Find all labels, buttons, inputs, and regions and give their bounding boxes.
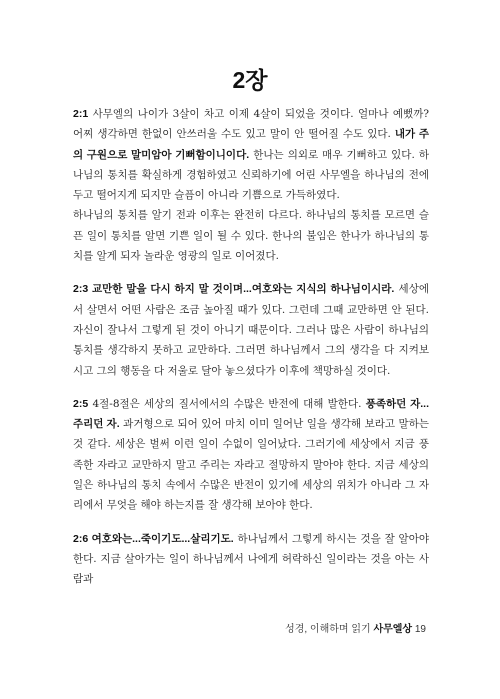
book-title: 성경, 이해하며 읽기 (285, 624, 371, 635)
verse-quote: 2:3 교만한 말을 다시 하지 말 것이며...여호와는 지식의 하나님이시라. (73, 283, 395, 296)
commentary-body (73, 104, 429, 603)
paragraph-text: 세상에서 살면서 어떤 사람은 조금 높아질 때가 있다. 그런데 그때 교만하면 안 된다. 자신이 잘나서 그렇게 된 것이 아니기 때문이다. 그러나 많은 사람이 하나님의 통치를 생각하지 못하고 교만하다. 그러면 하나님께서 그의 생각을 다 지켜보시고 그의 행동을 다 저울로 달아 놓으셨다가 이후에 책망하실 것이다. (73, 283, 429, 377)
paragraph-2-3 (73, 279, 429, 380)
page-number: 19 (414, 624, 426, 635)
paragraph-2-1 (73, 104, 429, 266)
series-title: 사무엘상 (373, 624, 413, 635)
paragraph-text: 사무엘의 나이가 3살이 차고 이제 4살이 되었을 것이다. 얼마나 예뻤까? 어찌 생각하면 한없이 안쓰러울 수도 있고 말이 안 떨어질 수도 있다. (73, 108, 429, 141)
verse-ref: 2:5 (73, 397, 89, 410)
chapter-title: 2장 (232, 67, 268, 93)
paragraph-text: 하나님께서 그렇게 하시는 것을 잘 알아야 한다. 지금 살아가는 일이 하나님께서 나에게 허락하신 일이라는 것을 아는 사람과 (73, 532, 429, 586)
paragraph-2-5 (73, 394, 429, 516)
paragraph-text: 4절-8절은 세상의 질서에서의 수많은 반전에 대해 발한다. (88, 397, 366, 410)
paragraph-text: 한나는 의외로 매우 기뻐하고 있다. 하나님의 통치를 확실하게 경험하였고 신뢰하기에 어린 사무엘을 하나님의 전에 두고 떨어지게 되지만 슬픔이 아니라 기쁨으로 가득하였다. (73, 148, 429, 202)
verse-quote: 풍족하던 자...주리던 자. (73, 397, 429, 431)
verse-quote: 2:6 여호와는...죽이기도...살리기도. (73, 532, 234, 545)
paragraph-2-6 (73, 529, 429, 590)
verse-quote: 내가 주의 구원으로 말미암아 기뻐함이니이다. (73, 128, 429, 161)
verse-ref: 2:1 (73, 108, 89, 120)
paragraph-continuation: 하나님의 통치를 알기 전과 이후는 완전히 다르다. 하나님의 통치를 모르면 슬픈 일이 통치를 알면 기쁜 일이 될 수 있다. 한나의 불임은 한나가 하나님의 통치를 알게 되자 놀라운 영광의 일로 이어졌다. (73, 209, 429, 263)
page-footer (285, 620, 426, 635)
paragraph-text: 과거형으로 되어 있어 마치 이미 일어난 일을 생각해 보라고 말하는 것 같다. 세상은 벌써 이런 일이 수없이 일어났다. 그러기에 세상에서 지금 풍족한 자라고 교만하지 말고 주리는 자라고 절망하지 말아야 한다. 지금 세상의 일은 하나님의 통치 속에서 수많은 반전이 있기에 세상의 위치가 아니라 그 자리에서 무엇을 해야 하는지를 잘 생각해 보아야 한다. (73, 418, 429, 512)
